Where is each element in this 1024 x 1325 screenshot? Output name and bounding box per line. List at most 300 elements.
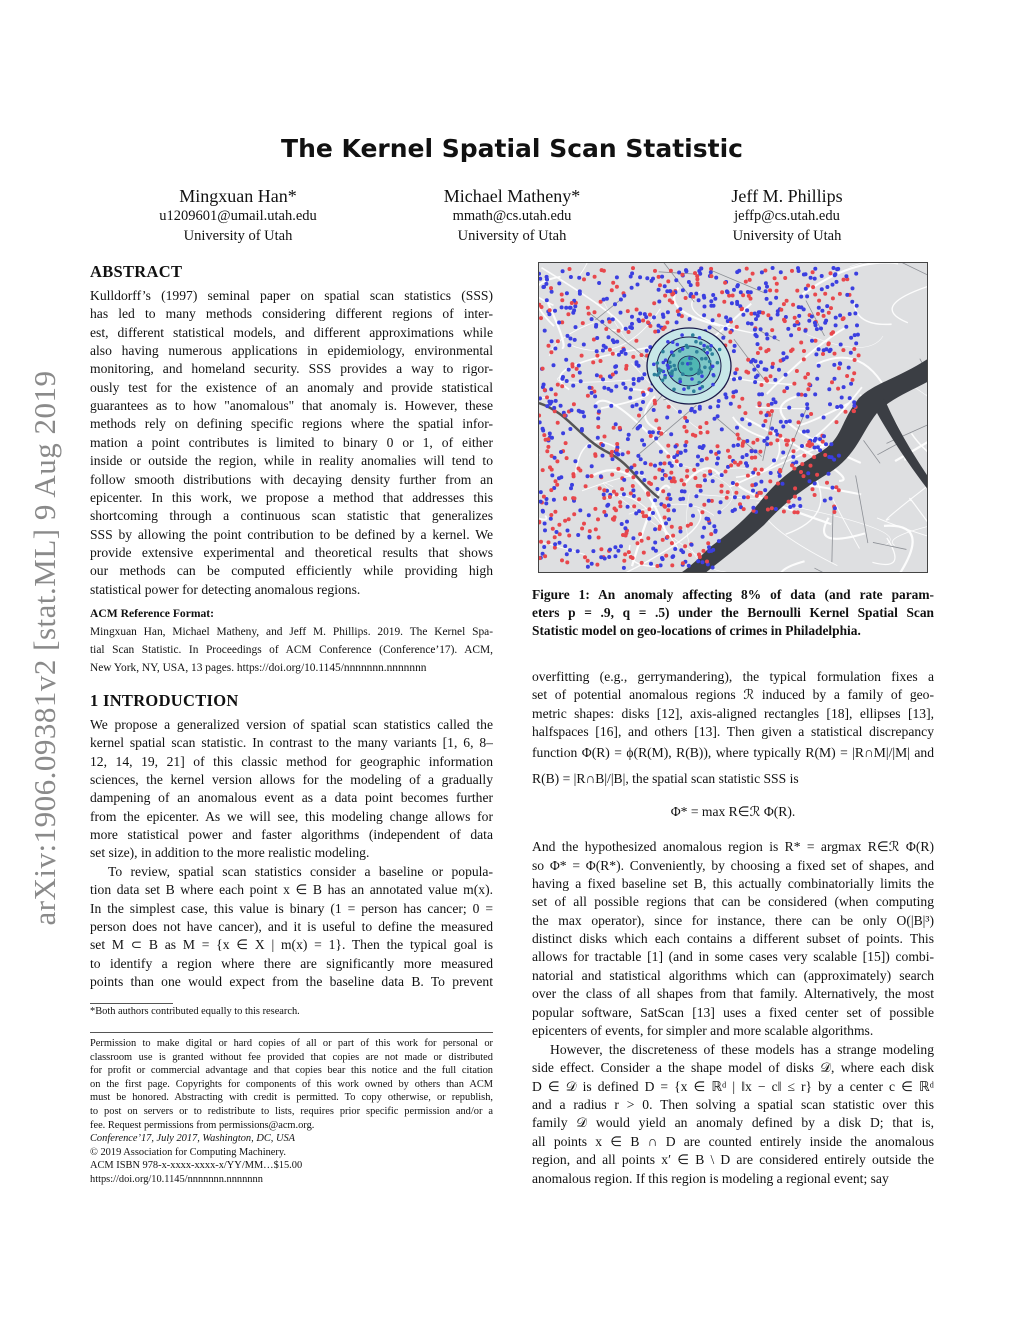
blue-point xyxy=(805,406,809,410)
blue-point xyxy=(828,349,832,353)
blue-point xyxy=(708,326,712,330)
text-line: on the first page. Copyrights for components of this work owned by others than ACM xyxy=(90,1078,493,1090)
blue-point xyxy=(748,422,752,426)
blue-point xyxy=(550,436,554,440)
red-point xyxy=(746,358,750,362)
blue-point xyxy=(632,377,636,381)
text-line: Kulldorff’s (1997) seminal paper on spatial scan statistics (SSS) xyxy=(90,288,493,303)
blue-point xyxy=(638,275,642,279)
red-point xyxy=(608,348,612,352)
blue-point xyxy=(741,313,745,317)
blue-point xyxy=(613,554,617,558)
blue-point xyxy=(578,292,582,296)
red-point xyxy=(763,269,767,273)
red-point xyxy=(842,278,846,282)
blue-point xyxy=(696,463,700,467)
red-point xyxy=(802,349,806,353)
blue-point xyxy=(679,463,683,467)
author-email[interactable]: mmath@cs.utah.edu xyxy=(452,208,572,224)
text-line: inside or outside the region, while in reality anomalies will tend to xyxy=(90,453,493,469)
red-point xyxy=(748,278,752,282)
blue-point xyxy=(622,478,626,482)
blue-point xyxy=(543,329,547,333)
anomaly-point xyxy=(711,365,715,369)
text-line: epicenters of events, for simpler and more scalable algorithms. xyxy=(532,1023,874,1038)
red-point xyxy=(767,348,771,352)
blue-point xyxy=(745,464,749,468)
blue-point xyxy=(637,509,641,513)
blue-point xyxy=(733,371,737,375)
red-point xyxy=(555,483,559,487)
blue-point xyxy=(714,276,718,280)
blue-point xyxy=(732,444,736,448)
blue-point xyxy=(577,276,581,280)
red-point xyxy=(624,367,628,371)
blue-point xyxy=(855,304,859,308)
red-point xyxy=(852,409,856,413)
red-point xyxy=(618,504,622,508)
blue-point xyxy=(622,294,626,298)
text-line: for profit or commercial advantage and that copies bear this notice and the full citation xyxy=(90,1065,493,1077)
blue-point xyxy=(732,349,736,353)
blue-point xyxy=(731,481,735,485)
blue-point xyxy=(570,408,574,412)
red-point xyxy=(726,490,730,494)
blue-point xyxy=(576,549,580,553)
red-point xyxy=(725,496,729,500)
red-point xyxy=(663,461,667,465)
blue-point xyxy=(750,449,754,453)
blue-point xyxy=(781,425,785,429)
red-point xyxy=(581,321,585,325)
blue-point xyxy=(711,548,715,552)
blue-point xyxy=(773,378,777,382)
red-point xyxy=(768,479,772,483)
blue-point xyxy=(702,526,706,530)
text-line: D ∈ 𝒟 is defined D = {x ∈ ℝᵈ | ‖x − c‖ ≤ r} by a center c ∈ ℝᵈ xyxy=(532,1079,934,1094)
blue-point xyxy=(852,404,856,408)
anomaly-point xyxy=(699,341,703,345)
red-point xyxy=(785,299,789,303)
blue-point xyxy=(653,527,657,531)
blue-point xyxy=(822,416,826,420)
red-point xyxy=(649,463,653,467)
red-point xyxy=(699,431,703,435)
blue-point xyxy=(552,406,556,410)
red-point xyxy=(553,510,557,514)
red-point xyxy=(567,517,571,521)
red-point xyxy=(681,561,685,565)
blue-point xyxy=(798,504,802,508)
red-point xyxy=(795,289,799,293)
blue-point xyxy=(550,473,554,477)
text-line: also having numerous applications in epidemiology, environmental xyxy=(90,343,493,359)
red-point xyxy=(682,425,686,429)
blue-point xyxy=(715,462,719,466)
blue-point xyxy=(649,388,653,392)
anomaly-point xyxy=(711,383,715,387)
red-point xyxy=(627,330,631,334)
red-point xyxy=(686,524,690,528)
red-point xyxy=(661,538,665,542)
red-point xyxy=(640,539,644,543)
red-point xyxy=(837,366,841,370)
text-line: guarantees as to how "anomalous" that anomaly is. However, these xyxy=(90,398,493,414)
anomaly-point xyxy=(681,362,685,366)
red-point xyxy=(740,397,744,401)
anomaly-point xyxy=(695,350,699,354)
blue-point xyxy=(661,557,665,561)
red-point xyxy=(785,443,789,447)
red-point xyxy=(814,339,818,343)
anomaly-point xyxy=(716,361,720,365)
blue-point xyxy=(817,306,821,310)
blue-point xyxy=(597,281,601,285)
red-point xyxy=(746,495,750,499)
red-point xyxy=(680,273,684,277)
blue-point xyxy=(712,524,716,528)
blue-point xyxy=(642,372,646,376)
blue-point xyxy=(754,449,758,453)
text-line: And the hypothesized anomalous region is R* = argmax R∈ℛ Φ(R) xyxy=(532,839,934,854)
blue-point xyxy=(832,363,836,367)
red-point xyxy=(649,434,653,438)
blue-point xyxy=(824,319,828,323)
blue-point xyxy=(751,489,755,493)
blue-point xyxy=(642,478,646,482)
anomaly-point xyxy=(709,344,713,348)
blue-point xyxy=(802,273,806,277)
red-point xyxy=(759,411,763,415)
red-point xyxy=(833,352,837,356)
blue-point xyxy=(640,438,644,442)
blue-point xyxy=(630,322,634,326)
arxiv-identifier: arXiv:1906.09381v2 [stat.ML] 9 Aug 2019 xyxy=(27,370,62,926)
red-point xyxy=(720,484,724,488)
red-point xyxy=(685,475,689,479)
red-point xyxy=(662,504,666,508)
blue-point xyxy=(798,497,802,501)
red-point xyxy=(608,320,612,324)
red-point xyxy=(813,493,817,497)
blue-point xyxy=(590,562,594,566)
blue-point xyxy=(645,349,649,353)
blue-point xyxy=(607,335,611,339)
blue-point xyxy=(657,288,661,292)
blue-point xyxy=(663,284,667,288)
blue-point xyxy=(829,497,833,501)
red-point xyxy=(705,560,709,564)
blue-point xyxy=(542,383,546,387)
anomaly-point xyxy=(702,344,706,348)
red-point xyxy=(735,483,739,487)
blue-point xyxy=(834,316,838,320)
red-point xyxy=(750,483,754,487)
blue-point xyxy=(702,294,706,298)
red-point xyxy=(547,540,551,544)
anomaly-point xyxy=(672,354,676,358)
blue-point xyxy=(799,295,803,299)
red-point xyxy=(546,445,550,449)
blue-point xyxy=(559,450,563,454)
red-point xyxy=(657,468,661,472)
red-point xyxy=(627,550,631,554)
anomaly-point xyxy=(690,357,694,361)
blue-point xyxy=(574,325,578,329)
red-point xyxy=(811,487,815,491)
red-point xyxy=(769,442,773,446)
anomaly-point xyxy=(659,369,663,373)
red-point xyxy=(612,490,616,494)
blue-point xyxy=(711,318,715,322)
red-point xyxy=(709,274,713,278)
blue-point xyxy=(657,324,661,328)
blue-point xyxy=(805,402,809,406)
blue-point xyxy=(586,565,590,569)
red-point xyxy=(670,563,674,567)
red-point xyxy=(611,281,615,285)
blue-point xyxy=(757,392,761,396)
blue-point xyxy=(803,393,807,397)
red-point xyxy=(675,459,679,463)
red-point xyxy=(775,438,779,442)
blue-point xyxy=(813,446,817,450)
blue-point xyxy=(827,387,831,391)
blue-point xyxy=(711,479,715,483)
red-point xyxy=(696,484,700,488)
red-point xyxy=(766,313,770,317)
red-point xyxy=(663,516,667,520)
blue-point xyxy=(593,394,597,398)
blue-point xyxy=(765,332,769,336)
red-point xyxy=(545,395,549,399)
blue-point xyxy=(561,375,565,379)
red-point xyxy=(724,470,728,474)
blue-point xyxy=(554,399,558,403)
text-line: and a radius r > 0. Then solving a spatial scan statistic over this xyxy=(532,1097,934,1112)
blue-point xyxy=(665,416,669,420)
blue-point xyxy=(565,291,569,295)
introduction-heading: 1 INTRODUCTION xyxy=(90,691,239,710)
blue-point xyxy=(608,548,612,552)
blue-point xyxy=(827,472,831,476)
blue-point xyxy=(737,269,741,273)
blue-point xyxy=(623,526,627,530)
blue-point xyxy=(789,333,793,337)
red-point xyxy=(655,564,659,568)
red-point xyxy=(802,474,806,478)
text-line: all points x ∈ B ∩ D are counted entirely inside the anomalous xyxy=(532,1134,934,1149)
red-point xyxy=(692,468,696,472)
blue-point xyxy=(765,442,769,446)
blue-point xyxy=(651,277,655,281)
blue-point xyxy=(557,281,561,285)
blue-point xyxy=(784,420,788,424)
author-email[interactable]: jeffp@cs.utah.edu xyxy=(734,208,840,224)
anomaly-point xyxy=(718,348,722,352)
blue-point xyxy=(684,449,688,453)
blue-point xyxy=(631,488,635,492)
text-line: family 𝒟 would yield an anomaly defined by a disk D; that is, xyxy=(532,1115,934,1130)
red-point xyxy=(795,320,799,324)
blue-point xyxy=(717,539,721,543)
red-point xyxy=(742,507,746,511)
text-line: tion data set B where each point x ∈ B has an annotated value m(x). xyxy=(90,882,493,898)
red-point xyxy=(657,427,661,431)
text-line: having a fixed baseline set B, this actually combinatorially limits the xyxy=(532,876,934,891)
anomaly-point xyxy=(668,361,672,365)
blue-point xyxy=(721,336,725,340)
red-point xyxy=(746,474,750,478)
text-line: popular software, SatScan [13] uses a fixed center set of possible xyxy=(532,1005,934,1020)
red-point xyxy=(743,411,747,415)
blue-point xyxy=(831,283,835,287)
blue-point xyxy=(772,458,776,462)
blue-point xyxy=(825,304,829,308)
text-line: provide extensive experimental and theoretical results that shows xyxy=(90,544,493,560)
red-point xyxy=(596,425,600,429)
blue-point xyxy=(787,406,791,410)
blue-point xyxy=(672,508,676,512)
text-line: set M ⊂ B as M = {x ∈ X | m(x) = 1}. Then the typical goal is xyxy=(90,937,493,953)
blue-point xyxy=(702,313,706,317)
blue-point xyxy=(769,317,773,321)
blue-point xyxy=(779,420,783,424)
red-point xyxy=(700,510,704,514)
blue-point xyxy=(639,457,643,461)
blue-point xyxy=(813,482,817,486)
text-line: allows for tractable [1] (and in some cases very scalable [15]) combi- xyxy=(532,949,934,964)
red-point xyxy=(666,279,670,283)
red-point xyxy=(739,461,743,465)
anomaly-point xyxy=(712,373,716,377)
blue-point xyxy=(689,503,693,507)
blue-point xyxy=(628,396,632,400)
author-email[interactable]: u1209601@umail.utah.edu xyxy=(159,208,317,224)
blue-point xyxy=(849,382,853,386)
blue-point xyxy=(599,474,603,478)
red-point xyxy=(822,314,826,318)
blue-point xyxy=(813,392,817,396)
blue-point xyxy=(850,300,854,304)
blue-point xyxy=(659,462,663,466)
blue-point xyxy=(604,346,608,350)
blue-point xyxy=(768,301,772,305)
blue-point xyxy=(833,506,837,510)
blue-point xyxy=(776,313,780,317)
red-point xyxy=(596,517,600,521)
red-point xyxy=(709,532,713,536)
author-affiliation: University of Utah xyxy=(183,228,293,244)
text-line: ACM ISBN 978-x-xxxx-xxxx-x/YY/MM…$15.00 xyxy=(90,1160,303,1172)
red-point xyxy=(553,535,557,539)
blue-point xyxy=(552,498,556,502)
red-point xyxy=(617,329,621,333)
blue-point xyxy=(625,520,629,524)
red-point xyxy=(827,311,831,315)
red-point xyxy=(773,276,777,280)
anomaly-point xyxy=(681,372,685,376)
blue-point xyxy=(587,535,591,539)
blue-point xyxy=(815,327,819,331)
blue-point xyxy=(596,436,600,440)
red-point xyxy=(666,508,670,512)
red-point xyxy=(751,441,755,445)
red-point xyxy=(705,421,709,425)
blue-point xyxy=(569,275,573,279)
blue-point xyxy=(833,377,837,381)
red-point xyxy=(610,450,614,454)
blue-point xyxy=(837,454,841,458)
text-line: Statistic model on geo-locations of crimes in Philadelphia. xyxy=(532,623,861,639)
red-point xyxy=(799,470,803,474)
blue-point xyxy=(590,464,594,468)
blue-point xyxy=(587,444,591,448)
blue-point xyxy=(848,396,852,400)
red-point xyxy=(763,419,767,423)
red-point xyxy=(653,330,657,334)
red-point xyxy=(644,514,648,518)
blue-point xyxy=(700,458,704,462)
blue-point xyxy=(753,328,757,332)
red-point xyxy=(602,269,606,273)
text-line: points than one would expect from the baseline data B. To prevent xyxy=(90,973,493,989)
red-point xyxy=(610,288,614,292)
red-point xyxy=(631,475,635,479)
blue-point xyxy=(634,471,638,475)
text-line: SSS by allowing the point contribution to be defined by a kernel. We xyxy=(90,526,493,542)
red-point xyxy=(751,272,755,276)
blue-point xyxy=(579,379,583,383)
anomaly-point xyxy=(671,340,675,344)
blue-point xyxy=(765,285,769,289)
blue-point xyxy=(817,364,821,368)
blue-point xyxy=(652,408,656,412)
red-point xyxy=(678,526,682,530)
red-point xyxy=(747,294,751,298)
blue-point xyxy=(545,404,549,408)
blue-point xyxy=(849,336,853,340)
blue-point xyxy=(716,456,720,460)
blue-point xyxy=(611,338,615,342)
red-point xyxy=(623,552,627,556)
red-point xyxy=(590,474,594,478)
blue-point xyxy=(797,314,801,318)
blue-point xyxy=(550,339,554,343)
red-point xyxy=(703,474,707,478)
blue-point xyxy=(800,444,804,448)
blue-point xyxy=(707,499,711,503)
red-point xyxy=(666,444,670,448)
blue-point xyxy=(781,451,785,455)
red-point xyxy=(728,340,732,344)
blue-point xyxy=(724,315,728,319)
blue-point xyxy=(738,376,742,380)
blue-point xyxy=(573,459,577,463)
red-point xyxy=(821,352,825,356)
anomaly-point xyxy=(697,381,701,385)
red-point xyxy=(640,561,644,565)
blue-point xyxy=(845,293,849,297)
blue-point xyxy=(601,454,605,458)
red-point xyxy=(803,376,807,380)
red-point xyxy=(815,473,819,477)
red-point xyxy=(543,554,547,558)
text-line: Φ* = max R∈ℛ Φ(R). xyxy=(670,804,796,819)
anomaly-point xyxy=(653,373,657,377)
text-line: from the epicenter. As we will see, this modeling change allows for xyxy=(90,808,493,824)
blue-point xyxy=(607,555,611,559)
